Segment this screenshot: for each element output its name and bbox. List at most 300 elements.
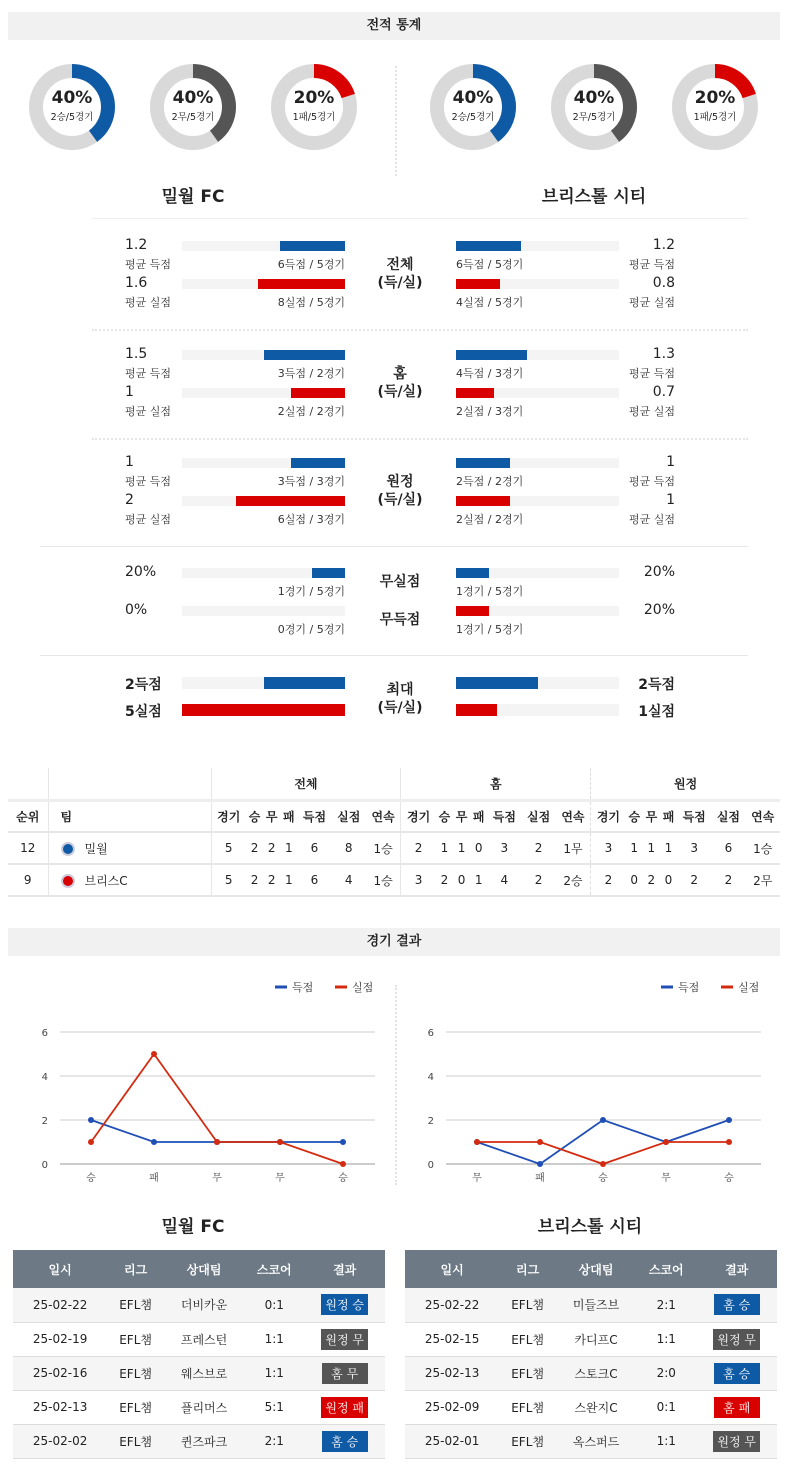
result-badge: 원정 무 <box>713 1329 760 1350</box>
donut-percent: 40% <box>51 88 93 108</box>
date: 25-02-22 <box>13 1288 107 1322</box>
x-tick-label: 승 <box>86 1173 96 1184</box>
stat-value-home: 1.5 <box>125 346 148 362</box>
result-cell <box>696 1424 777 1458</box>
group-header: 원정 <box>591 768 780 800</box>
column-header: 승 <box>628 809 641 824</box>
stat-bar-track <box>456 496 619 506</box>
data-point <box>537 1161 543 1167</box>
data-point <box>726 1139 732 1145</box>
stat-group-subtitle: (득/실) <box>377 384 423 400</box>
stat-cell: 2 <box>440 873 449 887</box>
series-line-1 <box>477 1142 729 1164</box>
league: EFL챔 <box>107 1356 164 1390</box>
column-header: 득점 <box>302 809 327 824</box>
group-header: 홈 <box>401 768 591 800</box>
stat-cell: 1 <box>630 841 639 855</box>
stat-cell: 2 <box>267 873 276 887</box>
score: 5:1 <box>244 1390 304 1424</box>
stat-caption-home: 8실점 / 5경기 <box>277 296 345 309</box>
stat-label-home: 평균 실점 <box>125 405 172 418</box>
stat-group-title: 무실점 <box>379 574 421 590</box>
column-header: 리그 <box>107 1250 164 1288</box>
data-point <box>88 1117 94 1123</box>
y-tick-label: 0 <box>41 1160 48 1171</box>
stat-bar-fill <box>456 568 489 578</box>
stat-value-away: 20% <box>643 564 675 580</box>
donut-percent: 40% <box>172 88 214 108</box>
stat-cell: 1 <box>664 841 673 855</box>
score: 2:1 <box>244 1424 304 1458</box>
league: EFL챔 <box>107 1390 164 1424</box>
legend-label: 실점 <box>738 981 760 994</box>
stat-value-home: 2득점 <box>125 677 162 693</box>
stat-label-away: 평균 실점 <box>628 513 675 526</box>
opponent: 프레스턴 <box>164 1322 244 1356</box>
stat-caption-away: 4득점 / 3경기 <box>456 367 524 380</box>
column-header: 결과 <box>696 1250 777 1288</box>
stat-group-subtitle: (득/실) <box>377 275 423 291</box>
results-section-title: 경기 결과 <box>8 928 780 956</box>
divider <box>92 438 748 440</box>
stat-label-home: 평균 득점 <box>125 475 172 488</box>
result-cell <box>696 1322 777 1356</box>
stat-cell: 5 <box>211 832 246 864</box>
stat-group-title: 무득점 <box>379 612 421 628</box>
result-badge: 홈 무 <box>322 1363 368 1384</box>
stat-bar-track <box>182 704 345 716</box>
column-header: 실점 <box>526 809 551 824</box>
column-header: 결과 <box>304 1250 385 1288</box>
stat-cell: 1 <box>284 873 293 887</box>
column-header: 경기 <box>591 800 626 832</box>
legend-label: 득점 <box>292 981 314 994</box>
header-row <box>405 1250 777 1288</box>
score: 1:1 <box>636 1322 696 1356</box>
date: 25-02-16 <box>13 1356 107 1390</box>
column-header: 경기 <box>211 800 246 832</box>
stat-cell: 6 <box>310 873 319 887</box>
result-cell <box>696 1356 777 1390</box>
stat-value-away: 1.3 <box>652 346 675 362</box>
blank-cell <box>8 768 48 800</box>
donut-chart <box>428 62 518 152</box>
stat-bar-fill <box>258 279 345 289</box>
stat-cell: 1승 <box>753 841 773 856</box>
table-row[interactable] <box>405 1288 777 1322</box>
line-chart <box>386 975 786 1185</box>
team-name: 브리스C <box>84 873 128 888</box>
stat-cell: 2무 <box>753 873 773 888</box>
stat-value-away: 20% <box>643 602 675 618</box>
stat-bar-track <box>456 568 619 578</box>
stat-cell: 1 <box>474 873 483 887</box>
stat-value-home: 5실점 <box>125 704 162 720</box>
stat-bar-track <box>182 350 345 360</box>
stat-value-home: 20% <box>125 564 157 580</box>
stat-bar-fill <box>291 388 345 398</box>
stat-cell: 2 <box>724 873 733 887</box>
team-name: 밀월 <box>84 841 108 856</box>
score: 1:1 <box>636 1424 696 1458</box>
stat-value-home: 1.2 <box>125 237 148 253</box>
column-header: 연속 <box>561 809 585 824</box>
data-point <box>663 1139 669 1145</box>
team-logo-icon <box>61 842 75 856</box>
donut-sublabel: 2승/5경기 <box>50 112 94 123</box>
stat-value-away: 1 <box>666 454 675 470</box>
donut-chart <box>549 62 639 152</box>
date: 25-02-02 <box>13 1424 107 1458</box>
stat-caption-home: 6득점 / 5경기 <box>277 258 345 271</box>
stat-bar-track <box>456 606 619 616</box>
donut-percent: 40% <box>573 88 615 108</box>
x-tick-label: 무 <box>212 1173 222 1184</box>
opponent: 더비카운 <box>164 1288 244 1322</box>
result-badge: 홈 패 <box>714 1397 760 1418</box>
home-team-name: 밀월 FC <box>161 187 225 207</box>
stat-bar-track <box>182 677 345 689</box>
column-header: 승 <box>438 809 451 824</box>
stat-bar-track <box>456 241 619 251</box>
column-header: 스코어 <box>244 1250 304 1288</box>
result-badge: 홈 승 <box>322 1431 368 1452</box>
stat-cell: 1 <box>457 841 466 855</box>
away-team-name-results: 브리스톨 시티 <box>537 1217 643 1237</box>
donut-sublabel: 2승/5경기 <box>451 112 495 123</box>
away-team-name: 브리스톨 시티 <box>541 187 647 207</box>
result-cell <box>304 1288 385 1322</box>
score: 2:0 <box>636 1356 696 1390</box>
column-header-row <box>8 800 780 832</box>
stat-cell: 1 <box>440 841 449 855</box>
stat-value-away: 1.2 <box>652 237 675 253</box>
stat-bar-fill <box>456 241 521 251</box>
result-cell <box>304 1390 385 1424</box>
score: 1:1 <box>244 1322 304 1356</box>
y-tick-label: 4 <box>41 1072 48 1083</box>
league: EFL챔 <box>499 1322 556 1356</box>
series-line-1 <box>91 1054 343 1164</box>
stat-bar-track <box>182 606 345 616</box>
stat-cell: 1 <box>284 841 293 855</box>
result-cell <box>304 1424 385 1458</box>
stat-cell: 2 <box>647 873 656 887</box>
stat-bar-fill <box>456 458 510 468</box>
column-header: 실점 <box>337 809 361 824</box>
table-row[interactable] <box>13 1322 385 1356</box>
table-row[interactable] <box>13 1356 385 1390</box>
column-header: 무 <box>645 809 658 824</box>
column-header: 스코어 <box>636 1250 696 1288</box>
stat-value-home: 1 <box>125 454 134 470</box>
donut-sublabel: 2무/5경기 <box>171 112 215 123</box>
league: EFL챔 <box>107 1288 164 1322</box>
x-tick-label: 무 <box>275 1173 285 1184</box>
column-header: 실점 <box>716 809 741 824</box>
stat-value-away: 0.7 <box>652 384 675 400</box>
date: 25-02-09 <box>405 1390 499 1424</box>
legend-label: 득점 <box>678 981 700 994</box>
score: 0:1 <box>636 1390 696 1424</box>
stat-bar-track <box>456 677 619 689</box>
data-point <box>340 1161 346 1167</box>
stat-bar-track <box>456 458 619 468</box>
stat-cell: 0 <box>630 873 639 887</box>
stat-bar-track <box>182 496 345 506</box>
y-tick-label: 2 <box>427 1116 434 1127</box>
y-tick-label: 0 <box>427 1160 434 1171</box>
stat-value-away: 1 <box>666 492 675 508</box>
date: 25-02-19 <box>13 1322 107 1356</box>
column-header: 무 <box>265 809 278 824</box>
result-badge: 원정 승 <box>321 1294 368 1315</box>
x-tick-label: 승 <box>724 1173 734 1184</box>
stat-label-away: 평균 득점 <box>628 258 675 271</box>
stat-bar-fill <box>456 704 497 716</box>
stat-bar-track <box>456 704 619 716</box>
stat-cell: 5 <box>211 864 246 896</box>
data-point <box>537 1139 543 1145</box>
results-table <box>405 1250 777 1459</box>
stat-bar-fill <box>264 350 346 360</box>
league: EFL챔 <box>499 1390 556 1424</box>
date: 25-02-13 <box>405 1356 499 1390</box>
stat-bar-fill <box>182 704 345 716</box>
column-header: 순위 <box>16 809 40 824</box>
data-point <box>340 1139 346 1145</box>
stat-bar-fill <box>456 350 527 360</box>
donut-percent: 40% <box>452 88 494 108</box>
column-header: 승 <box>248 809 261 824</box>
date: 25-02-13 <box>13 1390 107 1424</box>
standings-table <box>8 768 780 897</box>
column-header: 패 <box>472 809 485 824</box>
stat-cell: 2 <box>534 841 543 855</box>
x-tick-label: 무 <box>472 1173 482 1184</box>
date: 25-02-01 <box>405 1424 499 1458</box>
stat-value-away: 1실점 <box>638 704 675 720</box>
stat-caption-away: 1경기 / 5경기 <box>456 623 524 636</box>
rank: 9 <box>23 873 32 887</box>
column-header: 일시 <box>405 1250 499 1288</box>
stat-caption-away: 2득점 / 2경기 <box>456 475 524 488</box>
stat-bar-fill <box>456 606 489 616</box>
result-cell <box>696 1288 777 1322</box>
score: 2:1 <box>636 1288 696 1322</box>
table-row[interactable] <box>405 1424 777 1458</box>
stat-bar-fill <box>456 496 510 506</box>
stat-bar-fill <box>456 388 494 398</box>
x-tick-label: 패 <box>535 1173 545 1184</box>
x-tick-label: 무 <box>661 1173 671 1184</box>
opponent: 플리머스 <box>164 1390 244 1424</box>
column-header: 패 <box>283 809 295 824</box>
x-tick-label: 승 <box>598 1173 608 1184</box>
series-line-0 <box>91 1120 343 1142</box>
column-header: 연속 <box>751 809 775 824</box>
donut-chart <box>148 62 238 152</box>
legend-label: 실점 <box>352 981 374 994</box>
stat-cell: 3 <box>500 841 509 855</box>
y-tick-label: 6 <box>427 1028 434 1039</box>
stat-cell: 2 <box>267 841 276 855</box>
stat-value-home: 1 <box>125 384 134 400</box>
donut-chart <box>269 62 359 152</box>
stat-group-title: 홈 <box>393 366 407 382</box>
divider <box>395 66 397 176</box>
result-badge: 원정 패 <box>321 1397 368 1418</box>
stat-label-home: 평균 득점 <box>125 258 172 271</box>
team-cell[interactable] <box>48 832 211 864</box>
donut-percent: 20% <box>694 88 736 108</box>
donut-sublabel: 1패/5경기 <box>693 112 737 123</box>
stat-bar-fill <box>291 458 345 468</box>
result-badge: 원정 무 <box>713 1431 760 1452</box>
table-row[interactable] <box>13 1424 385 1458</box>
y-tick-label: 2 <box>41 1116 48 1127</box>
table-row[interactable] <box>405 1356 777 1390</box>
stat-cell: 0 <box>474 841 483 855</box>
stat-cell: 2 <box>534 873 543 887</box>
stat-bar-fill <box>264 677 346 689</box>
stat-caption-away: 2실점 / 3경기 <box>456 405 524 418</box>
data-point <box>214 1139 220 1145</box>
team-logo-icon <box>61 874 75 888</box>
stat-cell: 1 <box>647 841 656 855</box>
stat-cell: 6 <box>724 841 733 855</box>
data-point <box>726 1117 732 1123</box>
table-row[interactable] <box>405 1322 777 1356</box>
stat-bar-track <box>456 279 619 289</box>
divider <box>92 329 748 331</box>
stat-label-home: 평균 실점 <box>125 296 172 309</box>
stat-bar-track <box>182 458 345 468</box>
stat-bar-fill <box>312 568 345 578</box>
team-cell[interactable] <box>48 864 211 896</box>
stat-bar-fill <box>456 279 500 289</box>
opponent: 스토크C <box>556 1356 636 1390</box>
date: 25-02-22 <box>405 1288 499 1322</box>
stat-label-away: 평균 득점 <box>628 367 675 380</box>
table-row[interactable] <box>13 1390 385 1424</box>
data-point <box>474 1139 480 1145</box>
stat-cell: 0 <box>457 873 466 887</box>
data-point <box>277 1139 283 1145</box>
stat-bar-track <box>182 388 345 398</box>
stat-bar-fill <box>236 496 345 506</box>
column-header: 리그 <box>499 1250 556 1288</box>
table-row[interactable] <box>405 1390 777 1424</box>
opponent: 미들즈브 <box>556 1288 636 1322</box>
column-header: 득점 <box>492 809 516 824</box>
y-tick-label: 4 <box>427 1072 434 1083</box>
column-header: 상대팀 <box>164 1250 244 1288</box>
stat-cell: 4 <box>344 873 353 887</box>
column-header: 패 <box>662 809 675 824</box>
data-point <box>600 1161 606 1167</box>
group-header: 전체 <box>211 768 401 800</box>
stat-label-away: 평균 득점 <box>628 475 675 488</box>
opponent: 스완지C <box>556 1390 636 1424</box>
line-chart <box>0 975 400 1185</box>
data-point <box>151 1051 157 1057</box>
table-row[interactable] <box>13 1288 385 1322</box>
results-table <box>13 1250 385 1459</box>
opponent: 퀸즈파크 <box>164 1424 244 1458</box>
column-header: 팀 <box>48 800 211 832</box>
league: EFL챔 <box>107 1322 164 1356</box>
donut-percent: 20% <box>293 88 335 108</box>
stat-caption-home: 1경기 / 5경기 <box>277 585 345 598</box>
blank-cell <box>48 768 211 800</box>
league: EFL챔 <box>499 1356 556 1390</box>
result-badge: 홈 승 <box>714 1294 760 1315</box>
date: 25-02-15 <box>405 1322 499 1356</box>
donut-chart <box>27 62 117 152</box>
stat-caption-home: 3득점 / 3경기 <box>277 475 345 488</box>
stat-cell: 3 <box>401 864 436 896</box>
league: EFL챔 <box>107 1424 164 1458</box>
stat-cell: 3 <box>690 841 698 855</box>
stat-caption-away: 4실점 / 5경기 <box>456 296 524 309</box>
data-point <box>88 1139 94 1145</box>
stat-label-home: 평균 실점 <box>125 513 172 526</box>
stat-bar-track <box>182 568 345 578</box>
stat-cell: 2 <box>401 832 436 864</box>
stat-label-home: 평균 득점 <box>125 367 172 380</box>
stat-cell: 2 <box>690 873 698 887</box>
rank: 12 <box>20 841 36 855</box>
stat-label-away: 평균 실점 <box>628 405 675 418</box>
league: EFL챔 <box>499 1288 556 1322</box>
divider <box>40 655 748 656</box>
stat-caption-home: 2실점 / 2경기 <box>277 405 345 418</box>
stat-bar-fill <box>456 677 538 689</box>
result-cell <box>304 1322 385 1356</box>
group-header-row <box>8 768 780 800</box>
stat-cell: 6 <box>310 841 319 855</box>
stat-cell: 1승 <box>373 841 393 856</box>
stat-group-title: 전체 <box>386 257 414 273</box>
stat-value-home: 2 <box>125 492 134 508</box>
donut-sublabel: 2무/5경기 <box>572 112 616 123</box>
stats-section-title: 전적 통계 <box>8 12 780 40</box>
stat-cell: 2 <box>250 873 259 887</box>
x-tick-label: 패 <box>149 1173 159 1184</box>
stat-bar-track <box>182 279 345 289</box>
stat-cell: 0 <box>664 873 673 887</box>
league: EFL챔 <box>499 1424 556 1458</box>
score: 0:1 <box>244 1288 304 1322</box>
score: 1:1 <box>244 1356 304 1390</box>
stat-bar-track <box>456 350 619 360</box>
y-tick-label: 6 <box>41 1028 48 1039</box>
x-tick-label: 승 <box>338 1173 348 1184</box>
data-point <box>600 1117 606 1123</box>
stat-group-title: 원정 <box>386 474 414 490</box>
result-cell <box>304 1356 385 1390</box>
stat-group-subtitle: (득/실) <box>377 700 423 716</box>
stat-caption-home: 6실점 / 3경기 <box>277 513 345 526</box>
stat-cell: 1승 <box>373 873 393 888</box>
stat-caption-home: 0경기 / 5경기 <box>277 623 345 636</box>
result-badge: 원정 무 <box>321 1329 368 1350</box>
table-row[interactable] <box>8 832 780 864</box>
table-row[interactable] <box>8 864 780 896</box>
donut-sublabel: 1패/5경기 <box>292 112 336 123</box>
stat-cell: 1무 <box>563 841 583 856</box>
